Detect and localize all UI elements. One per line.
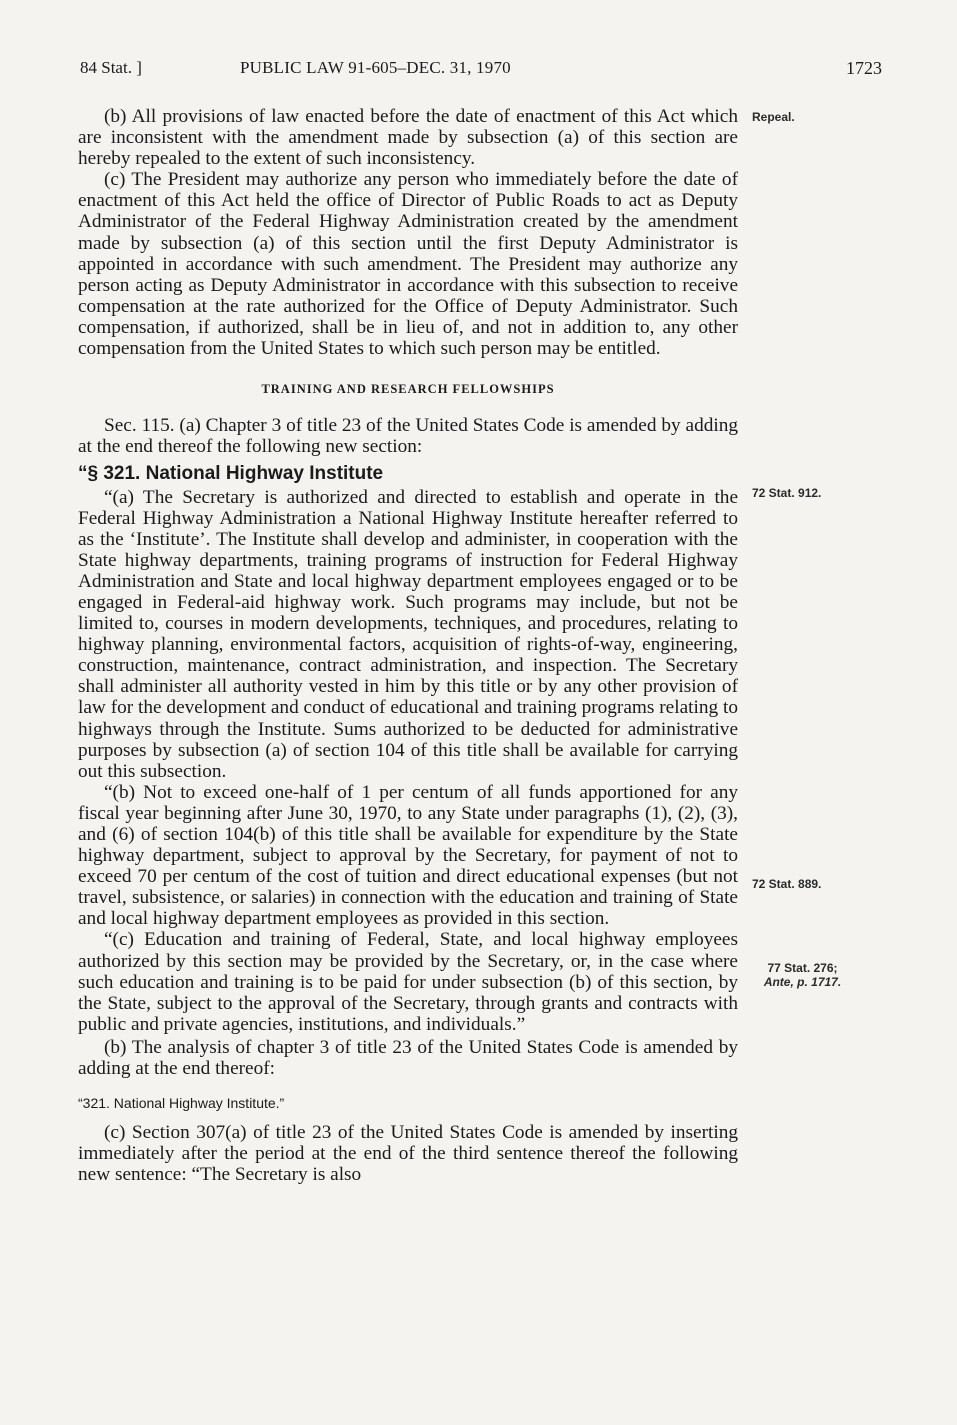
section-heading-training: TRAINING AND RESEARCH FELLOWSHIPS xyxy=(261,382,555,397)
margin-note-ante: Ante, p. 1717. xyxy=(763,975,842,989)
running-title: PUBLIC LAW 91-605–DEC. 31, 1970 xyxy=(240,58,511,77)
page-number: 1723 xyxy=(846,58,882,78)
subsection-a: “(a) The Secretary is authorized and directed to establish and operate in the Federal Highway Administration a National Highway Institute hereafter referred to as the ‘Institute’. The Institute shall develop and administer, in cooperation with the State highway departments, training programs of instruction for Federal Highway Administration and State and local highway department employees engaged or to be engaged in Federal-aid highway work. Such programs may include, but not be limited to, courses in modern developments, techniques, and procedures, relating to highway planning, environmental factors, acquisition of rights-of-way, engineering, construction, maintenance, contract administration, and inspection. The Secretary shall administer all authority vested in him by this title or by any other provision of law for the development and conduct of educational and training programs relating to highways through the Institute. Sums authorized to be deducted for administrative purposes by subsection (a) of section 104 of this title shall be available for carrying out this subsection. xyxy=(78,486,738,782)
stat-volume: 84 Stat. ] xyxy=(80,58,142,77)
paragraph-b-repeal: (b) All provisions of law enacted before the date of enactment of this Act which are inconsistent with the amendment made by subsection (a) of this section are hereby repealed to the extent of such inconsistency. xyxy=(78,106,738,170)
paragraph-analysis: (b) The analysis of chapter 3 of title 23 of the United States Code is amended by adding at the end thereof: xyxy=(78,1036,738,1080)
margin-note-stat-889: 72 Stat. 889. xyxy=(752,877,822,891)
margin-note-stat-276 xyxy=(745,961,860,989)
margin-note-stat-912: 72 Stat. 912. xyxy=(752,486,822,500)
paragraph-c-deputy-administrator: (c) The President may authorize any person who immediately before the date of enactment of this Act held the office of Director of Public Roads to act as Deputy Administrator of the Federal Highway Administration created by the amendment made by subsection (a) of this section until the first Deputy Administrator is appointed in accordance with such amendment. The President may authorize any person acting as Deputy Administrator in accordance with this subsection to receive compensation at the rate authorized for the Office of Deputy Administrator. Such compensation, if authorized, shall be in lieu of, and not in addition to, any other compensation from the United States to which such person may be entitled. xyxy=(78,169,738,360)
page-header xyxy=(80,58,882,84)
body-text xyxy=(78,106,738,1186)
section-321-title: “§ 321. National Highway Institute xyxy=(78,463,384,485)
margin-note-repeal: Repeal. xyxy=(752,110,795,124)
margin-note-stat-276-line1: 77 Stat. 276; xyxy=(767,961,838,975)
paragraph-section-307: (c) Section 307(a) of title 23 of the United States Code is amended by inserting immediately after the period at the end of the third sentence thereof the following new sentence: “The Secretary is also xyxy=(78,1122,738,1186)
section-115-intro: Sec. 115. (a) Chapter 3 of title 23 of the United States Code is amended by adding at the end thereof the following new section: xyxy=(78,415,738,458)
analysis-item: “321. National Highway Institute.” xyxy=(78,1095,285,1112)
subsection-b: “(b) Not to exceed one-half of 1 per centum of all funds apportioned for any fiscal year beginning after June 30, 1970, to any State under paragraphs (1), (2), (3), and (6) of section 104(b) of this title shall be available for expenditure by the State highway department, subject to approval by the Secretary, for payment of not to exceed 70 per centum of the cost of tuition and direct educational expenses (but not travel, subsistence, or salaries) in connection with the education and training of State and local highway department employees as provided in this section. xyxy=(78,781,738,930)
subsection-c: “(c) Education and training of Federal, State, and local highway employees authorized by this section may be provided by the Secretary, or, in the case where such education and training is to be paid for under subsection (b) of this section, by the State, subject to the approval of the Secretary, through grants and contracts with public and private agencies, institutions, and individuals.” xyxy=(78,929,738,1035)
